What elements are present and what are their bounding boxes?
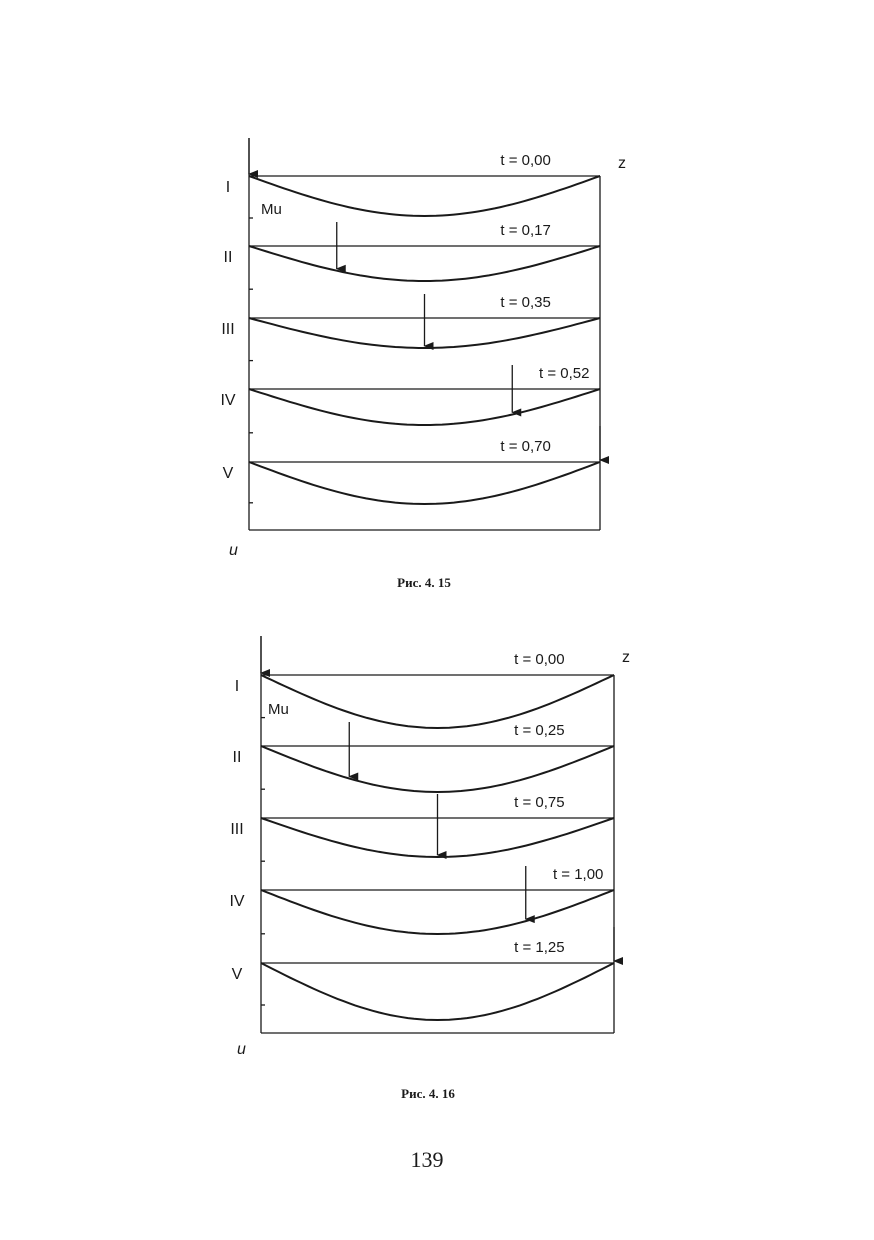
time-label: t = 0,52 bbox=[539, 365, 590, 382]
time-label: t = 0,25 bbox=[514, 722, 565, 739]
time-label: t = 0,75 bbox=[514, 794, 565, 811]
moment-label: Mu bbox=[261, 201, 282, 218]
figure-4-15 bbox=[220, 138, 626, 559]
panel-numeral: II bbox=[223, 249, 233, 266]
panel-numeral: III bbox=[221, 321, 235, 338]
panel-4 bbox=[229, 866, 614, 934]
panel-2 bbox=[224, 222, 600, 289]
panel-numeral: I bbox=[234, 678, 240, 695]
time-label: t = 0,00 bbox=[500, 152, 551, 169]
figure-4-15-caption: Рис. 4. 15 bbox=[397, 575, 451, 590]
time-label: t = 0,70 bbox=[500, 438, 551, 455]
panel-numeral: IV bbox=[229, 893, 245, 910]
panel-numeral: V bbox=[222, 465, 234, 482]
panel-numeral: II bbox=[232, 749, 242, 766]
deflection-curve bbox=[249, 176, 600, 216]
panel-numeral: V bbox=[231, 966, 243, 983]
panel-2 bbox=[233, 722, 614, 792]
z-axis-label: z bbox=[622, 649, 630, 666]
moment-label: Mu bbox=[268, 701, 289, 718]
panel-3 bbox=[230, 794, 614, 861]
deflection-curve bbox=[261, 746, 614, 792]
panel-5 bbox=[232, 927, 614, 1020]
deflection-curve bbox=[249, 389, 600, 425]
panel-numeral: I bbox=[225, 179, 231, 196]
time-label: t = 0,17 bbox=[500, 222, 551, 239]
panel-3 bbox=[221, 294, 600, 361]
deflection-curve bbox=[249, 462, 600, 504]
panel-1 bbox=[226, 138, 600, 218]
time-label: t = 1,25 bbox=[514, 939, 565, 956]
panel-4 bbox=[220, 365, 600, 433]
panel-numeral: III bbox=[230, 821, 244, 838]
panel-numeral: IV bbox=[220, 392, 236, 409]
figure-4-16-caption: Рис. 4. 16 bbox=[401, 1086, 455, 1101]
figure-4-16 bbox=[229, 636, 630, 1058]
time-label: t = 0,35 bbox=[500, 294, 551, 311]
u-axis-label: u bbox=[229, 542, 238, 559]
deflection-curve bbox=[261, 675, 614, 728]
deflection-curve bbox=[261, 890, 614, 934]
deflection-curve bbox=[261, 963, 614, 1020]
page-number: 139 bbox=[410, 1147, 444, 1172]
deflection-curve bbox=[249, 246, 600, 281]
u-axis-label: u bbox=[237, 1041, 246, 1058]
panel-1 bbox=[235, 636, 614, 728]
panel-5 bbox=[223, 426, 600, 504]
time-label: t = 1,00 bbox=[552, 866, 604, 883]
time-label: t = 0,00 bbox=[514, 651, 565, 668]
z-axis-label: z bbox=[618, 155, 626, 172]
